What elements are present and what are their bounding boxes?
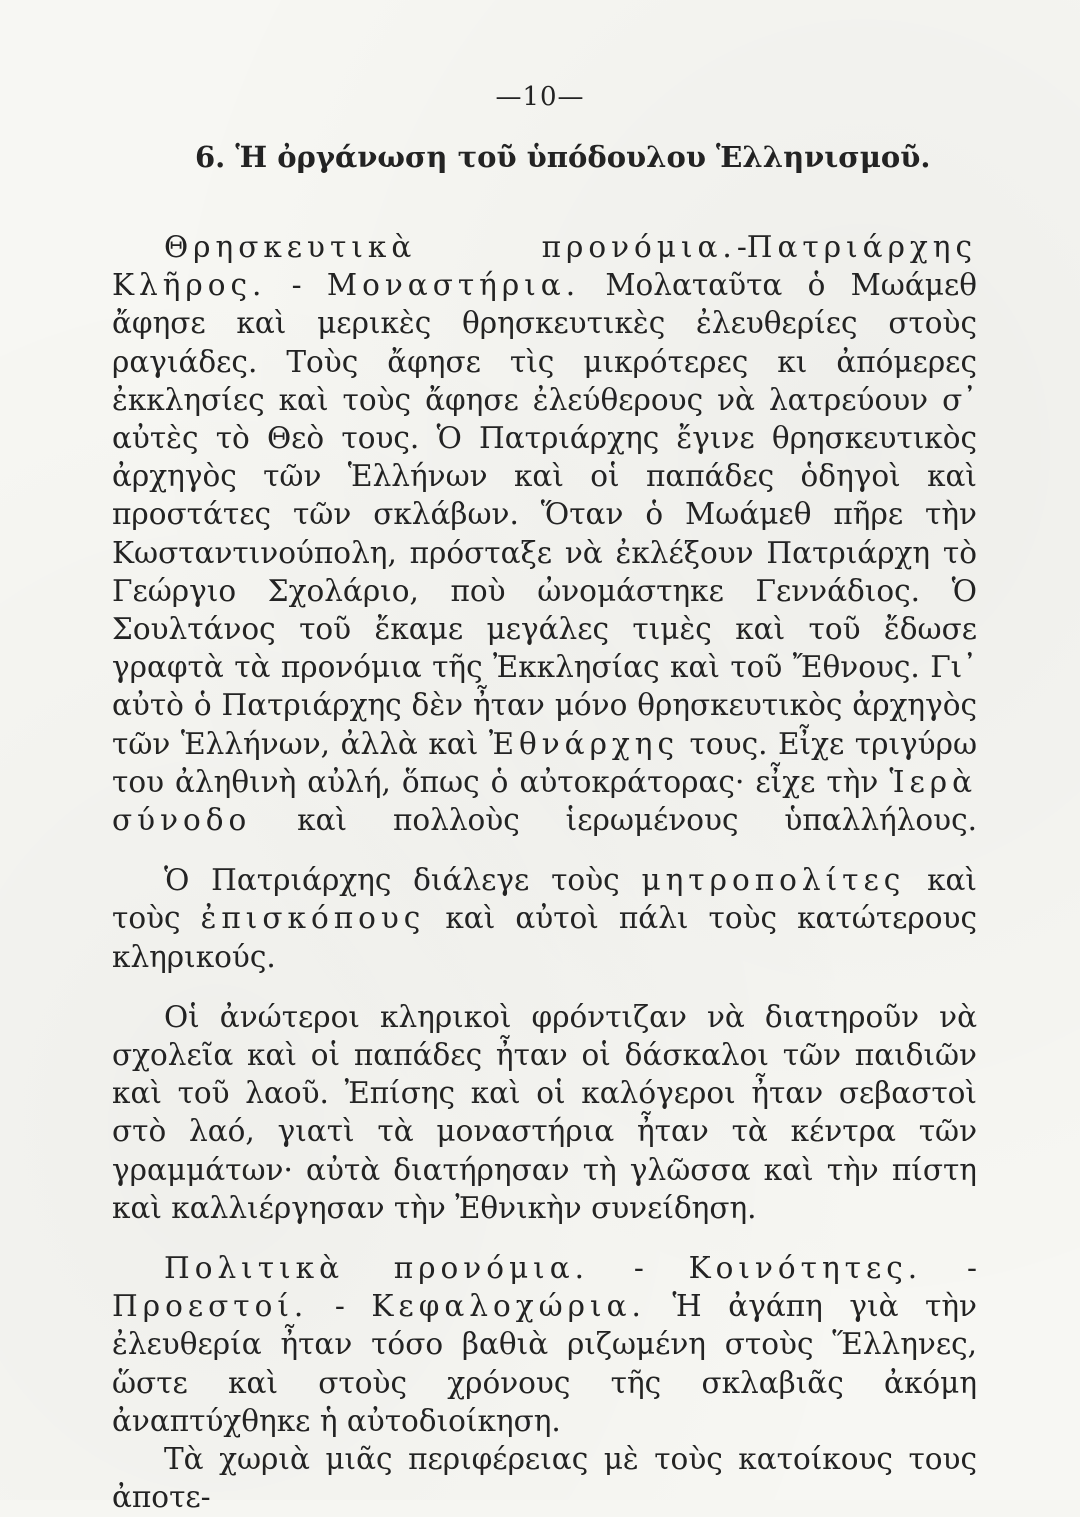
text-run: καὶ αὐτοὶ πάλι τοὺς κατώτερους κληρικούς. xyxy=(112,901,977,974)
text-run: - xyxy=(308,1289,372,1324)
text-run: καὶ πολλοὺς ἱερωμένους ὑπαλλήλους. xyxy=(251,803,977,838)
text-run: Ὁ Πατριάρχης διάλεγε τοὺς xyxy=(164,863,642,898)
text-run: - xyxy=(922,1251,977,1286)
term-notables: Προεστοί. xyxy=(112,1289,309,1324)
term-head-villages: Κεφαλοχώρια. xyxy=(371,1289,646,1324)
text-run: Οἱ ἀνώτεροι κληρικοὶ φρόντιζαν νὰ διατηροῦν νὰ σχολεῖα καὶ οἱ παπάδες ἦταν οἱ δάσκαλοι τῶν παιδιῶν καὶ τοῦ λαοῦ. Ἐπίσης καὶ οἱ καλόγεροι ἦταν σεβαστοὶ στὸ λαό, γιατὶ τὰ μοναστήρια ἦταν τὰ κέντρα τῶν γραμμάτων· αὐτὰ διατήρησαν τὴ γλῶσσα καὶ τὴν πίστη καὶ καλλιέργησαν τὴν Ἐθνικὴν συνείδηση. xyxy=(112,999,977,1225)
term-bishops: ἐπισκόπους xyxy=(200,901,426,936)
text-run: καὶ τοὺς xyxy=(112,863,977,936)
text-run: Ἡ ἀγάπη γιὰ τὴν ἐλευθερία ἦταν τόσο βαθιὰ ριζωμένη στοὺς Ἕλληνες, ὥστε καὶ στοὺς χρόνους τῆς σκλαβιᾶς ἀκόμη ἀναπτύχθηκε ἡ αὐτοδιοίκηση. xyxy=(112,1289,977,1438)
term-ethnarch: Ἐθνάρχης xyxy=(488,726,680,761)
text-run: τους. Εἶχε τριγύρω του ἀληθινὴ αὐλή, ὅπως ὁ αὐτοκράτορας· εἶχε τὴν xyxy=(112,726,977,799)
page-number: —10— xyxy=(495,82,585,112)
term-religious-privileges: Θρησκευτικὰ προνόμια. xyxy=(164,230,737,264)
text-run: Μολαταῦτα ὁ Μωάμεθ ἄφησε καὶ μερικὲς θρησκευτικὲς ἐλευθερίες στοὺς ραγιάδες. Τοὺς ἄφησε τὶς μικρότερες κι ἀπόμερες ἐκκλησίες καὶ τοὺς ἄφησε ἐλεύθερους νὰ λατρεύουν σ᾽ αὐτὲς τὸ Θεὸ τους. Ὁ Πατριάρχης ἔγινε θρησκευτικὸς ἀρχηγὸς τῶν Ἑλλήνων καὶ οἱ παπάδες ὁδηγοὶ καὶ προστάτες τῶν σκλάβων. Ὅταν ὁ Μωάμεθ πῆρε τὴν Κωσταντινούπολη, πρόσταξε νὰ ἐκλέξουν Πατριάρχη τὸ Γεώργιο Σχολάριο, ποὺ ὠνομάστηκε Γεννάδιος. Ὁ Σουλτάνος τοῦ ἔκαμε μεγάλες τιμὲς καὶ τοῦ ἔδωσε γραφτὰ τὰ προνόμια τῆς Ἐκκλησίας καὶ τοῦ Ἔθνους. Γι᾽ αὐτὸ ὁ Πατριάρχης δὲν ἦταν μόνο θρησκευτικὸς ἀρχηγὸς τῶν Ἑλλήνων, ἀλλὰ καὶ xyxy=(112,268,977,761)
term-holy-synod: Ἱερὰ σύνοδο xyxy=(112,764,977,838)
term-communities: Κοινότητες. xyxy=(688,1251,923,1286)
text-run: Τὰ χωριὰ μιᾶς περιφέρειας μὲ τοὺς κατοίκους τους ἀποτε- xyxy=(112,1442,977,1515)
body-text xyxy=(112,228,977,1517)
section-heading: 6. Ἡ ὀργάνωση τοῦ ὑπόδουλου Ἑλληνισμοῦ. xyxy=(195,140,931,174)
paragraph-political-privileges xyxy=(112,1249,977,1440)
text-run: - xyxy=(266,268,327,303)
term-patriarch-clergy: Πατριάρχης Κλῆρος. xyxy=(112,230,977,303)
term-monasteries: Μοναστήρια. xyxy=(326,268,581,303)
text-run: - xyxy=(736,230,747,264)
paragraph-religious-privileges xyxy=(112,228,977,839)
paragraph-metropolitans xyxy=(112,861,977,976)
text-run: - xyxy=(589,1251,689,1286)
term-political-privileges: Πολιτικὰ προνόμια. xyxy=(164,1251,590,1286)
paragraph-higher-clergy xyxy=(112,998,977,1227)
term-metropolitans: μητροπολίτες xyxy=(641,863,906,898)
paragraph-villages xyxy=(112,1440,977,1516)
